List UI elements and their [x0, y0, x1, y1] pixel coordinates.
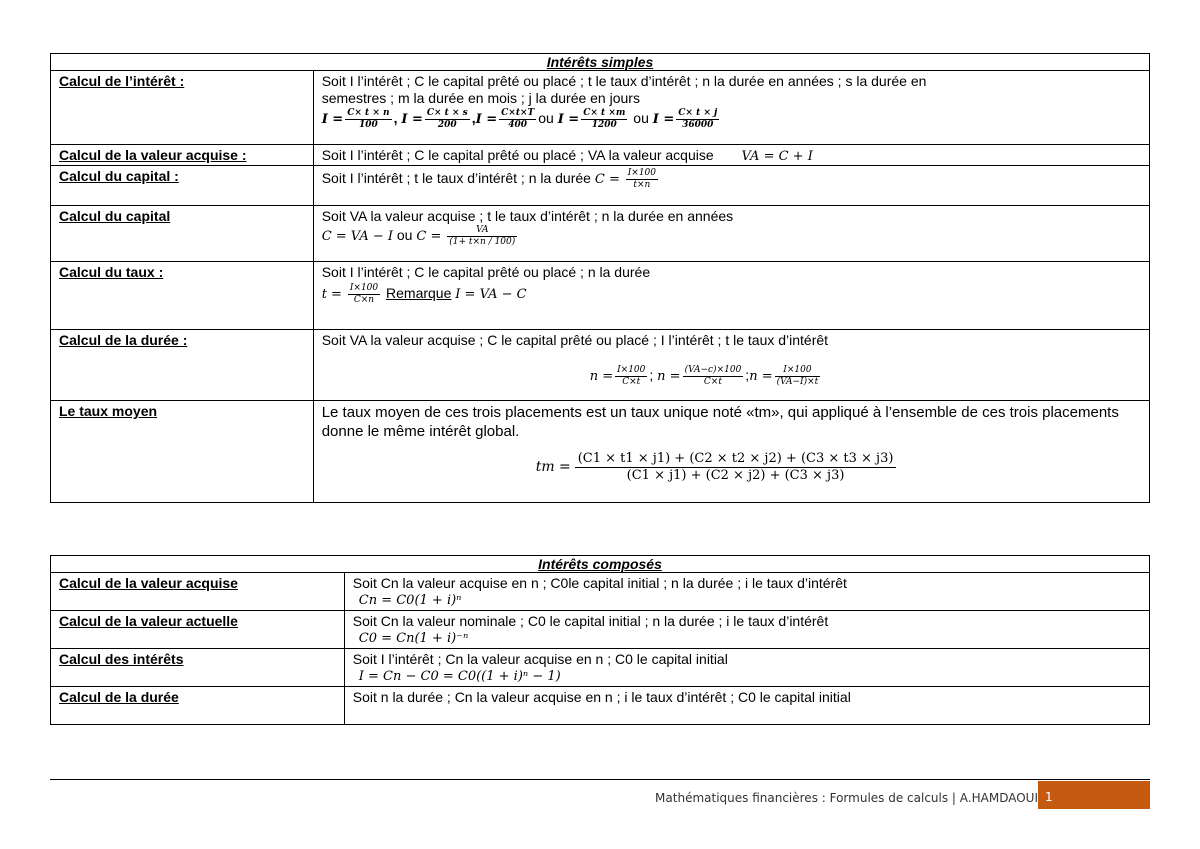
formula: I = Cn − C0 = C0((1 + i)ⁿ − 1): [358, 669, 561, 684]
row-text: Soit Cn la valeur nominale ; C0 le capital initial ; n la durée ; i le taux d’intérêt: [352, 613, 829, 629]
remark-label: Remarque: [386, 285, 452, 302]
row-label: Calcul de la durée :: [51, 330, 314, 401]
row-text: Soit I l’intérêt ; C le capital prêté ou placé ; n la durée: [321, 264, 651, 280]
formula: t = $\frac{I\times 100}{C\times n}$ Remarque I = VA − C: [321, 283, 527, 305]
formula: VA = C + I: [741, 149, 813, 164]
compound-interest-table: [50, 555, 1150, 725]
row-text: semestres ; m la durée en mois ; j la durée en jours: [321, 90, 640, 106]
row-label: Calcul du capital: [51, 206, 314, 262]
row-label: Calcul de la valeur actuelle: [51, 611, 345, 649]
row-content: [344, 687, 1149, 725]
formula: n = $\frac{I\times 100}{C\times t}$ ; n = $\frac{(VA-c)\times 100}{C\times t}$ ;n = $\frac{I\times 100}{(VA-I)\times t}$: [589, 365, 819, 387]
footer-text: Mathématiques financières : Formules de calculs | A.HAMDAOUI: [655, 791, 1038, 805]
formula: I = $\frac{C\times t \times n}{100}$ , I = $\frac{C\times t \times s}{200}$ ,I = $\frac{C\times t\times T}{400}$ ou I = $\frac{C\times t \times m}{1200}$ ou I = $\frac{C\times t \times j}{36000}$: [321, 108, 718, 130]
row-content: [313, 71, 1149, 145]
row-label: Calcul de la valeur acquise :: [51, 145, 314, 166]
simple-interest-table: [50, 53, 1150, 503]
row-content: [344, 611, 1149, 649]
table-title: Intérêts composés: [51, 556, 1150, 573]
formula-lhs: C =: [594, 172, 620, 188]
row-label: Calcul du taux :: [51, 262, 314, 330]
row-text: Le taux moyen de ces trois placements est un taux unique noté «tm», qui appliqué à l’ensemble de ces trois placements donne le même intérêt global.: [321, 404, 1119, 440]
row-text: Soit n la durée ; Cn la valeur acquise en n ; i le taux d’intérêt ; C0 le capital initial: [352, 689, 851, 705]
row-label: Calcul du capital :: [51, 166, 314, 206]
page-number: 1: [1038, 781, 1150, 809]
row-text: Soit Cn la valeur acquise en n ; C0le capital initial ; n la durée ; i le taux d’intérêt: [352, 575, 847, 591]
row-content: [313, 206, 1149, 262]
row-content: [313, 330, 1149, 401]
formula: C0 = Cn(1 + i)⁻ⁿ: [358, 631, 469, 646]
formula: tm = $\frac{(C1 \times t1 \times j1) + (C2 \times t2 \times j2) + (C3 \times t3 \times j3)}{(C1 \times j1) + (C2 \times j2) + (C3 \times j3)}$: [322, 451, 1143, 484]
row-text: Soit I l’intérêt ; C le capital prêté ou placé ; VA la valeur acquise: [321, 147, 714, 163]
row-content: [313, 166, 1149, 206]
row-label: Calcul de l’intérêt :: [51, 71, 314, 145]
row-content: [313, 262, 1149, 330]
row-text: Soit I l’intérêt ; t le taux d’intérêt ; n la durée: [321, 170, 591, 187]
row-content: [344, 649, 1149, 687]
row-text: Soit VA la valeur acquise ; t le taux d’intérêt ; n la durée en années: [321, 208, 734, 224]
row-content: [313, 145, 1149, 166]
row-content: [313, 401, 1149, 503]
row-label: Calcul des intérêts: [51, 649, 345, 687]
fraction: $\frac{I\times 100}{t\times n}$: [627, 168, 657, 190]
row-label: Calcul de la durée: [51, 687, 345, 725]
row-text: Soit VA la valeur acquise ; C le capital prêté ou placé ; I l’intérêt ; t le taux d’intérêt: [321, 332, 829, 348]
row-text: Soit I l’intérêt ; Cn la valeur acquise en n ; C0 le capital initial: [352, 651, 728, 667]
row-text: Soit I l’intérêt ; C le capital prêté ou placé ; t le taux d’intérêt ; n la durée en années ; s la durée en: [321, 73, 927, 89]
formula: Cn = C0(1 + i)ⁿ: [358, 593, 462, 608]
table-title: Intérêts simples: [51, 54, 1150, 71]
footer-divider: [50, 779, 1150, 780]
row-label: Calcul de la valeur acquise: [51, 573, 345, 611]
formula: C = VA − I ou C = $\frac{VA}{(1+ t\times n / 100)}$: [321, 225, 516, 247]
row-content: [344, 573, 1149, 611]
row-label: Le taux moyen: [51, 401, 314, 503]
